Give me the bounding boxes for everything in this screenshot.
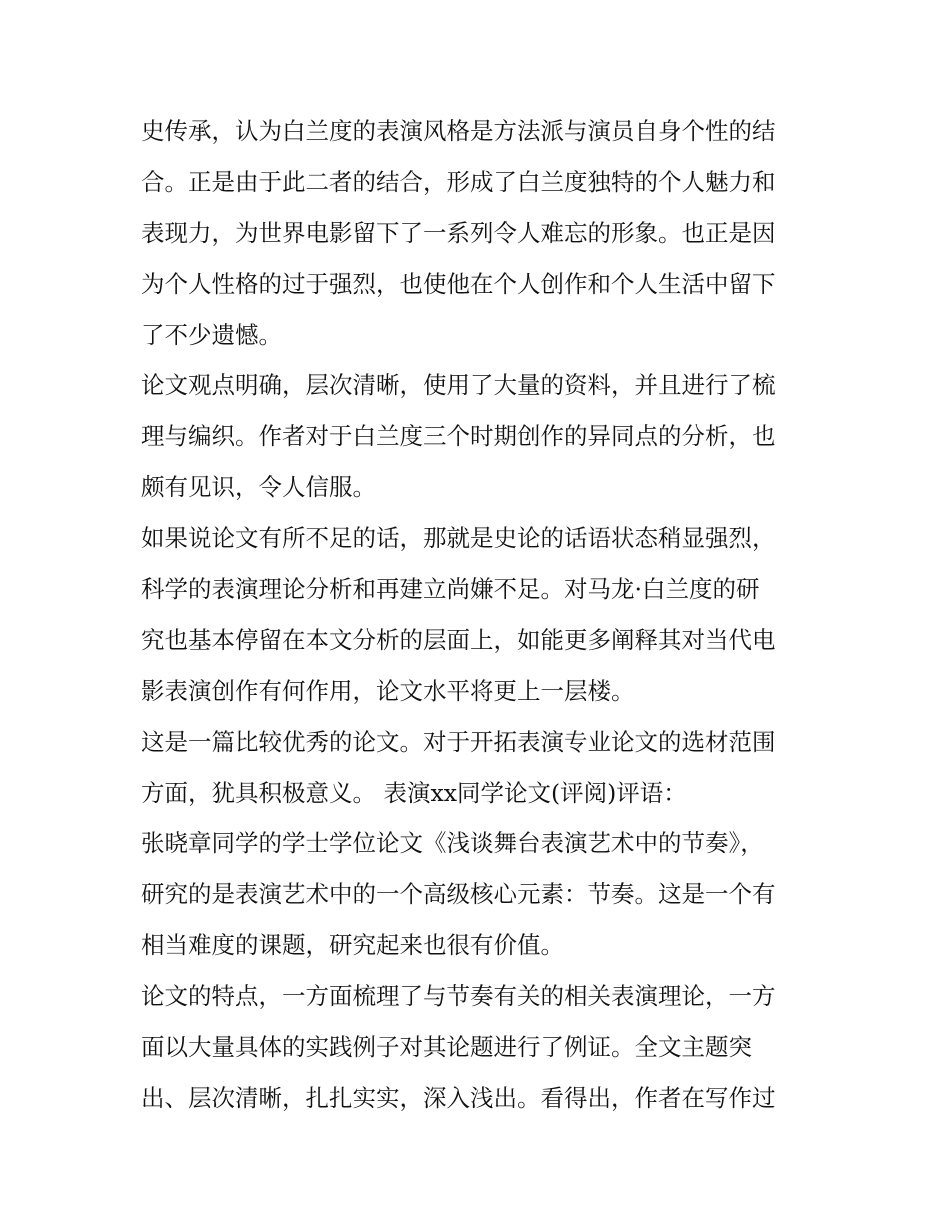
text-line: 史传承，认为白兰度的表演风格是方法派与演员自身个性的结 [141,117,776,145]
text-line: 颇有见识，令人信服。 [141,473,376,502]
text-line: 这是一篇比较优秀的论文。对于开拓表演专业论文的选材范围 [141,727,776,756]
text-line: 相当难度的课题，研究起来也很有价值。 [141,931,564,960]
text-line: 出、层次清晰，扎扎实实，深入浅出。看得出，作者在写作过 [141,1083,776,1112]
text-line: 了不少遗憾。 [141,320,282,349]
text-line: 方面，犹具积极意义。 表演xx同学论文(评阅)评语： [141,778,687,807]
text-line: 影表演创作有何作用，论文水平将更上一层楼。 [141,676,635,705]
body-text [141,106,813,1124]
text-line: 科学的表演理论分析和再建立尚嫌不足。对马龙·白兰度的研 [141,575,760,604]
text-line: 论文观点明确，层次清晰，使用了大量的资料，并且进行了梳 [141,371,776,400]
text-line: 研究的是表演艺术中的一个高级核心元素：节奏。这是一个有 [141,880,776,909]
text-line: 为个人性格的过于强烈，也使他在个人创作和个人生活中留下 [141,269,776,298]
text-line: 表现力，为世界电影留下了一系列令人难忘的形象。也正是因 [141,218,776,247]
text-line: 论文的特点，一方面梳理了与节奏有关的相关表演理论，一方 [141,982,776,1011]
text-line: 张晓章同学的学士学位论文《浅谈舞台表演艺术中的节奏》， [141,829,764,858]
text-line: 如果说论文有所不足的话，那就是史论的话语状态稍显强烈， [141,524,776,553]
text-line: 合。正是由于此二者的结合，形成了白兰度独特的个人魅力和 [141,167,776,196]
text-line: 理与编织。作者对于白兰度三个时期创作的异同点的分析，也 [141,422,776,451]
text-line: 究也基本停留在本文分析的层面上，如能更多阐释其对当代电 [141,625,776,654]
text-line: 面以大量具体的实践例子对其论题进行了例证。全文主题突 [141,1033,752,1062]
